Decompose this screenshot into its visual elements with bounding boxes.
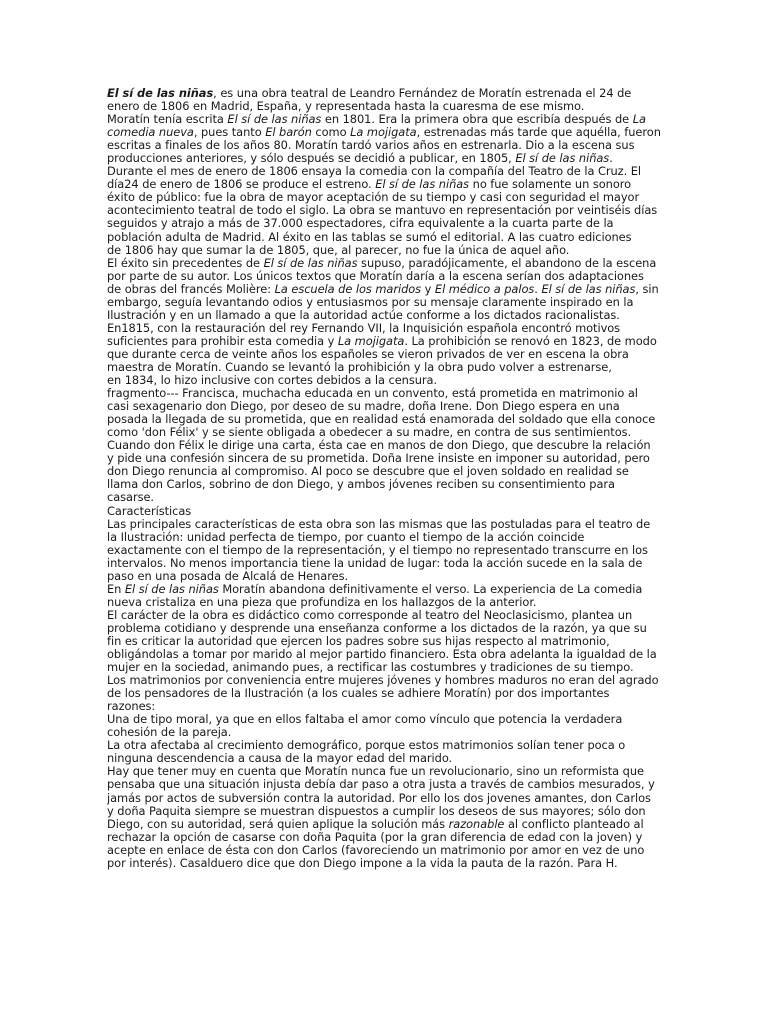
text-segment: como: [311, 125, 351, 140]
text-segment: En1815, con la restauración del rey Fernando VII, la Inquisición española encontró motivos: [107, 320, 621, 335]
italic-title-segment: La mojigata: [337, 333, 405, 348]
text-segment: seguidos y atrajo a más de 37.000 espectadores, cifra equivalente a la cuarta parte de la: [107, 216, 614, 231]
text-segment: rechazar la opción de casarse con doña Paquita (por la gran diferencia de edad con la joven) y: [107, 829, 643, 844]
text-segment: supuso, paradójicamente, el abandono de la escena: [357, 255, 657, 270]
text-segment: cohesión de la pareja.: [107, 725, 232, 740]
text-segment: , sin: [635, 281, 659, 296]
text-segment: Moratín abandona definitivamente el verso. La experiencia de La comedia: [218, 581, 643, 596]
text-segment: Diego, con su autoridad, será quien aplique la solución más: [107, 816, 449, 831]
text-segment: acepte en enlace de ésta con don Carlos (favoreciendo un matrimonio por amor en vez de uno: [107, 842, 645, 857]
text-segment: nueva cristaliza en una pieza que profundiza en los hallazgos de la anterior.: [107, 594, 537, 609]
text-segment: Durante el mes de enero de 1806 ensaya la comedia con la compañía del Teatro de la Cruz. El: [107, 164, 641, 179]
text-segment: Los matrimonios por conveniencia entre mujeres jóvenes y hombres maduros no eran del agrado: [107, 673, 659, 688]
text-segment: y doña Paquita siempre se muestran dispuestos a cumplir los deseos de sus mayores; sólo don: [107, 803, 646, 818]
text-segment: Ilustración y en un llamado a que la autoridad actúe conforme a los dictados racionalistas.: [107, 307, 620, 322]
text-line: [107, 687, 662, 700]
italic-title-segment: El sí de las niñas: [375, 177, 470, 192]
text-segment: de los pensadores de la Ilustración (a los cuales se adhiere Moratín) por dos importantes: [107, 686, 610, 701]
italic-title-segment: El barón: [265, 125, 312, 140]
text-line: [107, 478, 662, 491]
text-segment: El éxito sin precedentes de: [107, 255, 264, 270]
text-segment: don Diego renuncia al compromiso. Al poco se descubre que el joven soldado en realidad se: [107, 464, 629, 479]
text-segment: pensaba que una situación injusta debía dar paso a otra justa a través de cambios mesurados, y: [107, 777, 655, 792]
text-segment: .: [609, 151, 613, 166]
text-segment: por interés). Casalduero dice que don Diego impone a la vida la pauta de la razón. Para H.: [107, 855, 618, 870]
text-segment: , es una obra teatral de Leandro Fernández de Moratín estrenada el 24 de: [213, 86, 632, 100]
document-page: [107, 87, 662, 870]
text-segment: al conflicto planteado al: [504, 816, 644, 831]
italic-title-segment: comedia nueva: [107, 125, 194, 140]
text-segment: escritas a finales de los años 80. Moratín tardó varios años en estrenarla. Dio a la escena sus: [107, 138, 635, 153]
text-segment: suficientes para prohibir esta comedia y: [107, 333, 338, 348]
text-segment: llama don Carlos, sobrino de don Diego, y ambos jóvenes reciben su consentimiento para: [107, 477, 615, 492]
italic-title-segment: La mojigata: [350, 125, 417, 140]
text-segment: Cuando don Félix le dirige una carta, ésta cae en manos de don Diego, que descubre la relación: [107, 438, 651, 453]
text-segment: por parte de su autor. Los únicos textos que Moratín daría a la escena serían dos adaptaciones: [107, 268, 644, 283]
text-segment: no fue solamente un sonoro: [469, 177, 632, 192]
text-segment: y pide una confesión sincera de su prometida. Doña Irene insiste en imponer su autoridad, pero: [107, 451, 650, 466]
text-segment: Las principales características de esta obra son las mismas que las postuladas para el teatro de: [107, 516, 651, 531]
italic-title-segment: El sí de las niñas: [263, 255, 358, 270]
text-segment: y: [421, 281, 435, 296]
text-segment: posada la llegada de su prometida, que en realidad está enamorada del soldado que ella conoce: [107, 412, 656, 427]
text-segment: embargo, seguía levantando odios y entusiasmos por su mensaje claramente inspirado en la: [107, 294, 634, 309]
text-segment: de obras del francés Molière:: [107, 281, 275, 296]
text-segment: enero de 1806 en Madrid, España, y representada hasta la cuaresma de ese mismo.: [107, 99, 585, 114]
text-segment: de 1806 hay que sumar la de 1805, que, al parecer, no fue la única de aquel año.: [107, 242, 570, 257]
italic-title-segment: El sí de las niñas: [107, 86, 214, 100]
text-segment: ninguna descendencia a causa de la mayor edad del marido.: [107, 751, 453, 766]
text-segment: problema cotidiano y desprende una enseñanza conforme a los dictados de la razón, ya que su: [107, 620, 647, 635]
text-segment: producciones anteriores, y sólo después se decidió a publicar, en 1805,: [107, 151, 516, 166]
text-segment: población adulta de Madrid. Al éxito en las tablas se sumó el editorial. A las cuatro ediciones: [107, 229, 632, 244]
italic-title-segment: razonable: [448, 816, 505, 831]
text-segment: jamás por actos de subversión contra la autoridad. Por ello los dos jovenes amantes, don Carlos: [107, 790, 651, 805]
text-segment: Hay que tener muy en cuenta que Moratín nunca fue un revolucionario, sino un reformista que: [107, 764, 644, 779]
italic-title-segment: La: [632, 112, 646, 127]
text-segment: la Ilustración: unidad perfecta de tiempo, por cuanto el tiempo de la acción coincide: [107, 529, 585, 544]
text-segment: acontecimiento teatral de todo el siglo. La obra se mantuvo en representación por veintiséis días: [107, 203, 658, 218]
text-segment: .: [534, 281, 542, 296]
text-segment: El carácter de la obra es didáctico como corresponde al teatro del Neoclasicismo, plantea un: [107, 607, 633, 622]
text-segment: fragmento--- Francisca, muchacha educada en un convento, está prometida en matrimonio al: [107, 386, 638, 401]
text-segment: día24 de enero de 1806 se produce el estreno.: [107, 177, 376, 192]
text-segment: intervalos. No menos importancia tiene la unidad de lugar: toda la acción sucede en la sala de: [107, 555, 643, 570]
text-line: [107, 857, 662, 870]
text-segment: en 1801. Era la primera obra que escribía después de: [321, 112, 633, 127]
text-segment: en 1834, lo hizo inclusive con cortes debidos a la censura.: [107, 373, 438, 388]
text-segment: mujer en la sociedad, animando pues, a rectificar las costumbres y tradiciones de su tiempo.: [107, 660, 634, 675]
text-segment: La otra afectaba al crecimiento demográfico, porque estos matrimonios solían tener poca o: [107, 738, 626, 753]
italic-title-segment: El sí de las niñas: [227, 112, 322, 127]
text-segment: En: [107, 581, 125, 596]
text-segment: , estrenadas más tarde que aquélla, fueron: [416, 125, 661, 140]
text-segment: casi sexagenario don Diego, por deseo de su madre, doña Irene. Don Diego espera en una: [107, 399, 620, 414]
text-segment: paso en una posada de Alcalá de Henares.: [107, 568, 349, 583]
text-segment: Una de tipo moral, ya que en ellos faltaba el amor como vínculo que potencia la verdadera: [107, 712, 623, 727]
text-segment: maestra de Moratín. Cuando se levantó la prohibición y la obra pudo volver a estrenarse,: [107, 359, 612, 374]
text-segment: Características: [107, 503, 192, 518]
italic-title-segment: El sí de las niñas: [541, 281, 636, 296]
text-segment: éxito de público: fue la obra de mayor aceptación de su tiempo y casi con seguridad el mayor: [107, 190, 640, 205]
text-segment: razones:: [107, 699, 156, 714]
italic-title-segment: El sí de las niñas: [515, 151, 610, 166]
text-segment: , pues tanto: [193, 125, 266, 140]
text-segment: fin es criticar la autoridad que ejercen los padres sobre sus hijas respecto al matrimonio,: [107, 633, 610, 648]
italic-title-segment: La escuela de los maridos: [274, 281, 422, 296]
text-segment: casarse.: [107, 490, 155, 505]
text-segment: obligándolas a tomar por marido al mejor partido financiero. Esta obra adelanta la igualdad de la: [107, 647, 657, 662]
text-segment: que durante cerca de veinte años los españoles se vieron privados de ver en escena la obra: [107, 346, 629, 361]
text-segment: Moratín tenía escrita: [107, 112, 228, 127]
text-segment: . La prohibición se renovó en 1823, de modo: [404, 333, 657, 348]
italic-title-segment: El médico a palos: [434, 281, 535, 296]
text-segment: exactamente con el tiempo de la representación, y el tiempo no representado transcurre en los: [107, 542, 648, 557]
italic-title-segment: El sí de las niñas: [124, 581, 219, 596]
text-segment: como 'don Félix' y se siente obligada a obedecer a su madre, en contra de sus sentimientos.: [107, 425, 632, 440]
